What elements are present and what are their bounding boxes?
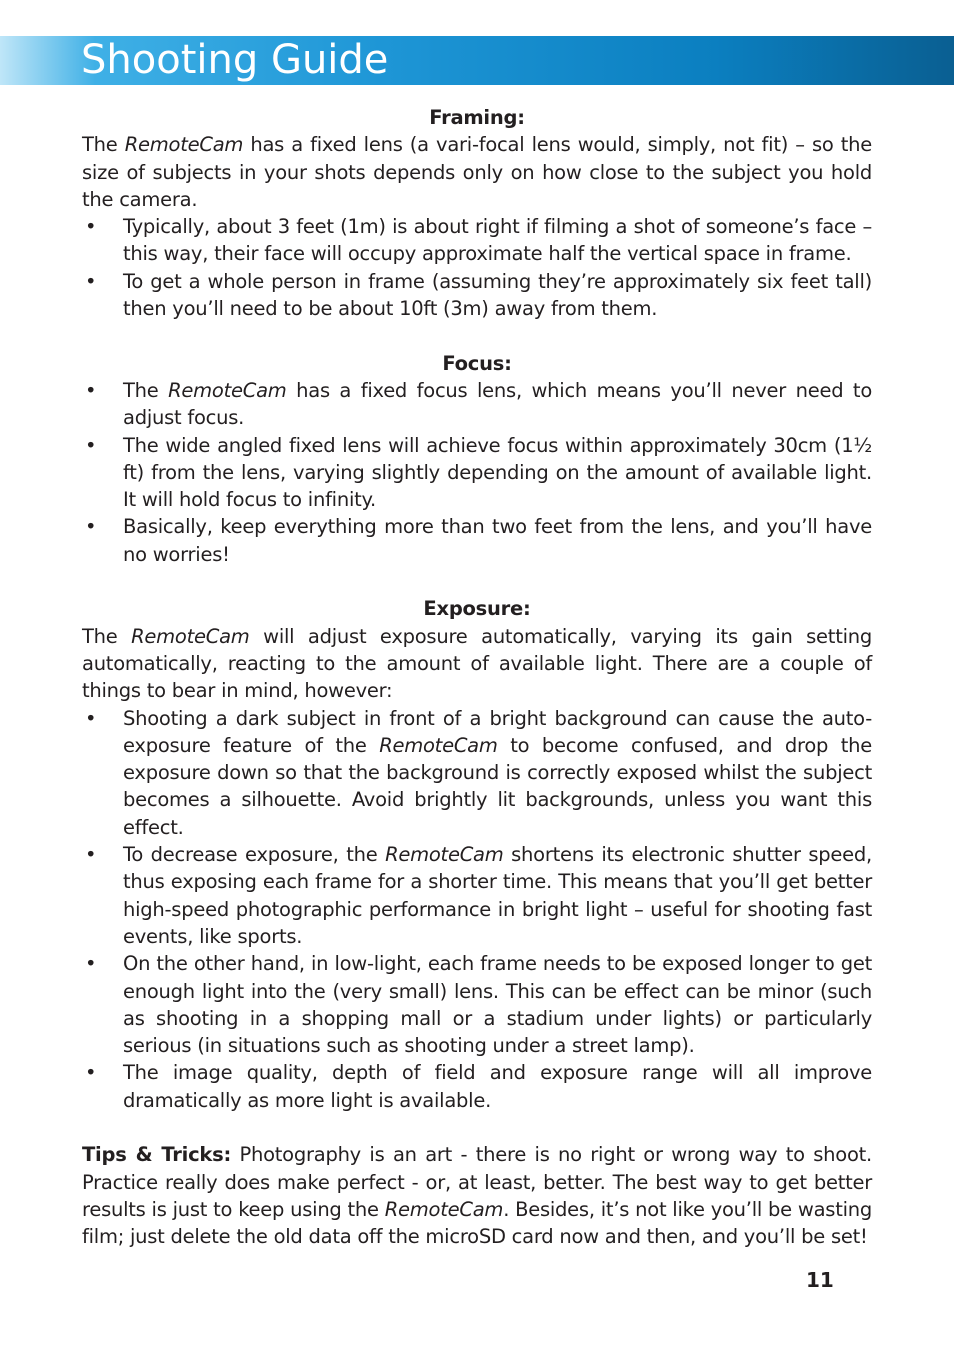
product-name: RemoteCam bbox=[168, 378, 287, 402]
tips-label: Tips & Tricks: bbox=[82, 1143, 232, 1167]
exposure-heading: Exposure: bbox=[423, 597, 531, 621]
page-title: Shooting Guide bbox=[81, 37, 389, 83]
page-number: 11 bbox=[806, 1268, 834, 1292]
bullet-icon: • bbox=[85, 378, 97, 402]
bullet-icon: • bbox=[85, 215, 97, 239]
list-item: • To get a whole person in frame (assuming they’re approximately six feet tall) then you’ll need to be about 10ft (3m) away from them. bbox=[85, 269, 872, 321]
list-item: • To decrease exposure, the RemoteCam shortens its electronic shutter speed, thus exposing each frame for a shorter time. This means that you’ll get better high-speed photographic performance in bright light – useful for shooting fast events, like sports. bbox=[85, 843, 873, 948]
product-name: RemoteCam bbox=[379, 733, 498, 757]
product-name: RemoteCam bbox=[131, 624, 250, 648]
list-item: • Shooting a dark subject in front of a bright background can cause the auto-exposure feature of the RemoteCam to become confused, and drop the exposure down so that the background is correctly exposed whilst the subject becomes a silhouette. Avoid brightly lit backgrounds, unless you want this effect. bbox=[85, 706, 872, 839]
bullet-icon: • bbox=[85, 1061, 97, 1085]
focus-heading: Focus: bbox=[442, 351, 512, 375]
framing-section bbox=[82, 104, 872, 322]
exposure-bullet-list bbox=[82, 705, 872, 1114]
focus-bullet-list bbox=[82, 377, 872, 568]
focus-section bbox=[82, 350, 872, 568]
product-name: RemoteCam bbox=[385, 843, 504, 867]
list-item: • Typically, about 3 feet (1m) is about right if filming a shot of someone’s face – this way, their face will occupy approximate half the vertical space in frame. bbox=[85, 215, 872, 266]
product-name: RemoteCam bbox=[124, 133, 244, 157]
document-body bbox=[82, 104, 872, 1250]
bullet-icon: • bbox=[85, 515, 97, 539]
exposure-intro: The RemoteCam will adjust exposure automatically, varying its gain setting automatically, reacting to the amount of available light. There are a couple of things to bear in mind, however: bbox=[82, 624, 872, 703]
product-name: RemoteCam bbox=[384, 1197, 504, 1221]
list-item: • Basically, keep everything more than two feet from the lens, and you’ll have no worries! bbox=[85, 515, 872, 566]
bullet-icon: • bbox=[85, 843, 97, 867]
list-item: • On the other hand, in low-light, each frame needs to be exposed longer to get enough light into the (very small) lens. This can be effect can be minor (such as shooting in a shopping mall or a stadium under lights) or particularly serious (in situations such as shooting under a street lamp). bbox=[85, 952, 872, 1058]
list-item: • The wide angled fixed lens will achieve focus within approximately 30cm (1½ ft) from the lens, varying slightly depending on the amount of available light. It will hold focus to infinity. bbox=[85, 433, 872, 512]
tips-paragraph: Tips & Tricks: Photography is an art - there is no right or wrong way to shoot. Practice really does make perfect - or, at least, better. The best way to get better results is just to keep using the RemoteCam. Besides, it’s not like you’ll be wasting film; just delete the old data off the microSD card now and then, and you’ll be set! bbox=[82, 1143, 872, 1249]
framing-heading: Framing: bbox=[429, 106, 525, 129]
framing-intro: The RemoteCam has a fixed lens (a vari-focal lens would, simply, not fit) – so the size of subjects in your shots depends only on how close to the subject you hold the camera. bbox=[82, 133, 873, 211]
bullet-icon: • bbox=[85, 269, 97, 293]
bullet-icon: • bbox=[85, 952, 97, 976]
exposure-section bbox=[82, 595, 872, 1114]
list-item: • The RemoteCam has a fixed focus lens, which means you’ll never need to adjust focus. bbox=[85, 378, 872, 430]
framing-bullet-list bbox=[82, 213, 872, 322]
list-item: • The image quality, depth of field and exposure range will all improve dramatically as more light is available. bbox=[85, 1061, 872, 1112]
bullet-icon: • bbox=[85, 706, 97, 730]
bullet-icon: • bbox=[85, 433, 97, 457]
